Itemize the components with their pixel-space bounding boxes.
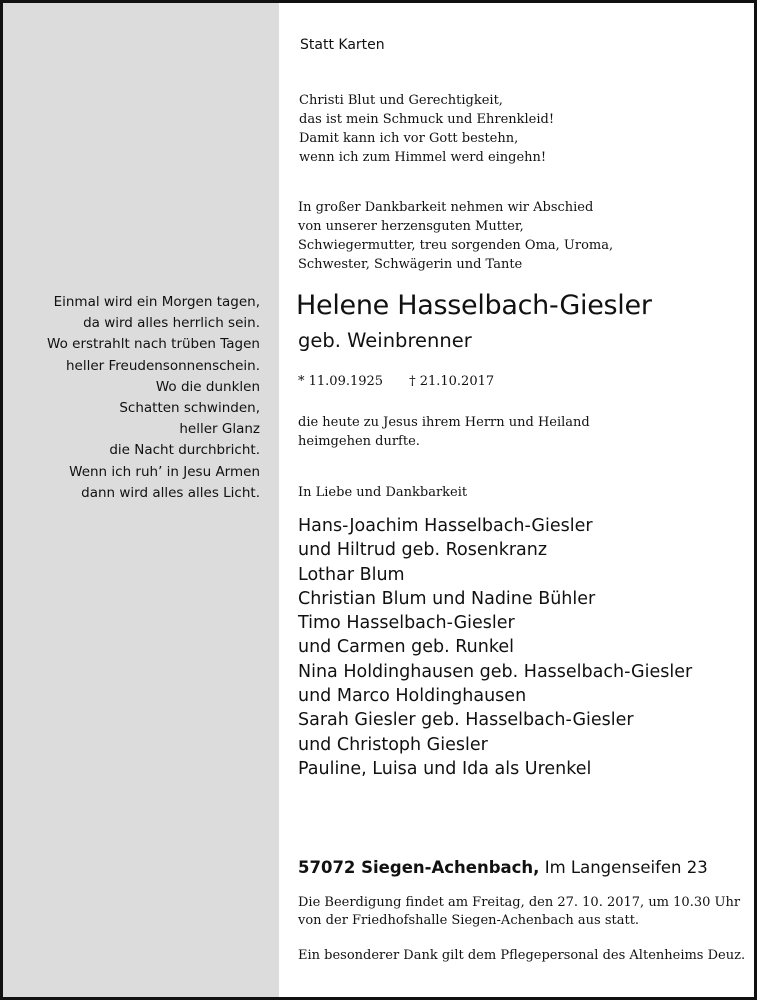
mourner-line: Timo Hasselbach-Giesler xyxy=(298,613,515,634)
mourner-line: Lothar Blum xyxy=(298,564,405,585)
mourner-line: und Carmen geb. Runkel xyxy=(298,637,514,658)
intro-line: von unserer herzensguten Mutter, xyxy=(298,219,524,234)
mourner-line: Pauline, Luisa und Ida als Urenkel xyxy=(298,758,592,779)
mourner-line: und Christoph Giesler xyxy=(298,734,488,755)
farewell-intro xyxy=(298,198,613,274)
verse-line: Damit kann ich vor Gott bestehn, xyxy=(299,131,519,146)
poem-line: Wenn ich ruh’ in Jesu Armen xyxy=(69,463,260,480)
heimgang-text xyxy=(298,413,590,451)
birth-date: * 11.09.1925 xyxy=(298,374,384,389)
poem-line: die Nacht durchbricht. xyxy=(109,442,260,459)
address-city: 57072 Siegen-Achenbach, xyxy=(298,858,540,877)
intro-line: Schwiegermutter, treu sorgenden Oma, Uroma, xyxy=(298,238,614,253)
statt-karten-label: Statt Karten xyxy=(300,37,385,53)
poem-line: Einmal wird ein Morgen tagen, xyxy=(53,294,260,310)
life-dates xyxy=(298,374,494,389)
side-poem xyxy=(47,292,260,504)
side-panel xyxy=(3,3,279,997)
address-street: Im Langenseifen 23 xyxy=(544,858,708,877)
verse-line: wenn ich zum Himmel werd eingehn! xyxy=(299,150,547,165)
mourner-line: und Hiltrud geb. Rosenkranz xyxy=(298,540,548,561)
heimgang-line: heimgehen durfte. xyxy=(298,434,420,449)
poem-line: Wo erstrahlt nach trüben Tagen xyxy=(47,336,260,353)
verse-line: das ist mein Schmuck und Ehrenkleid! xyxy=(299,112,555,127)
mourner-line: Sarah Giesler geb. Hasselbach-Giesler xyxy=(298,710,634,731)
heimgang-line: die heute zu Jesus ihrem Herrn und Heiland xyxy=(298,415,590,430)
poem-line: heller Freudensonnenschein. xyxy=(65,357,260,374)
intro-line: Schwester, Schwägerin und Tante xyxy=(298,257,523,272)
funeral-line: von der Friedhofshalle Siegen-Achenbach aus statt. xyxy=(298,913,640,928)
intro-line: In großer Dankbarkeit nehmen wir Abschied xyxy=(298,200,594,215)
mourners-heading: In Liebe und Dankbarkeit xyxy=(298,485,468,500)
poem-line: Schatten schwinden, xyxy=(119,400,260,417)
family-address xyxy=(298,858,708,877)
funeral-line: Die Beerdigung findet am Freitag, den 27. 10. 2017, um 10.30 Uhr xyxy=(298,895,741,910)
special-thanks: Ein besonderer Dank gilt dem Pflegepersonal des Altenheims Deuz. xyxy=(298,948,746,963)
deceased-name: Helene Hasselbach-Giesler xyxy=(296,290,652,321)
poem-line: dann wird alles alles Licht. xyxy=(81,484,260,501)
death-date: † 21.10.2017 xyxy=(409,374,495,389)
funeral-info xyxy=(298,894,740,930)
mourner-line: und Marco Holdinghausen xyxy=(298,686,527,707)
verse-line: Christi Blut und Gerechtigkeit, xyxy=(299,93,503,108)
poem-line: da wird alles herrlich sein. xyxy=(83,315,260,332)
mourner-line: Nina Holdinghausen geb. Hasselbach-Giesler xyxy=(298,661,693,682)
mourners-list xyxy=(298,514,692,781)
poem-line: heller Glanz xyxy=(179,421,260,438)
mourner-line: Christian Blum und Nadine Bühler xyxy=(298,588,596,609)
poem-line: Wo die dunklen xyxy=(155,378,260,395)
bible-verse xyxy=(299,91,554,167)
maiden-name: geb. Weinbrenner xyxy=(298,329,472,352)
mourner-line: Hans-Joachim Hasselbach-Giesler xyxy=(298,516,593,536)
